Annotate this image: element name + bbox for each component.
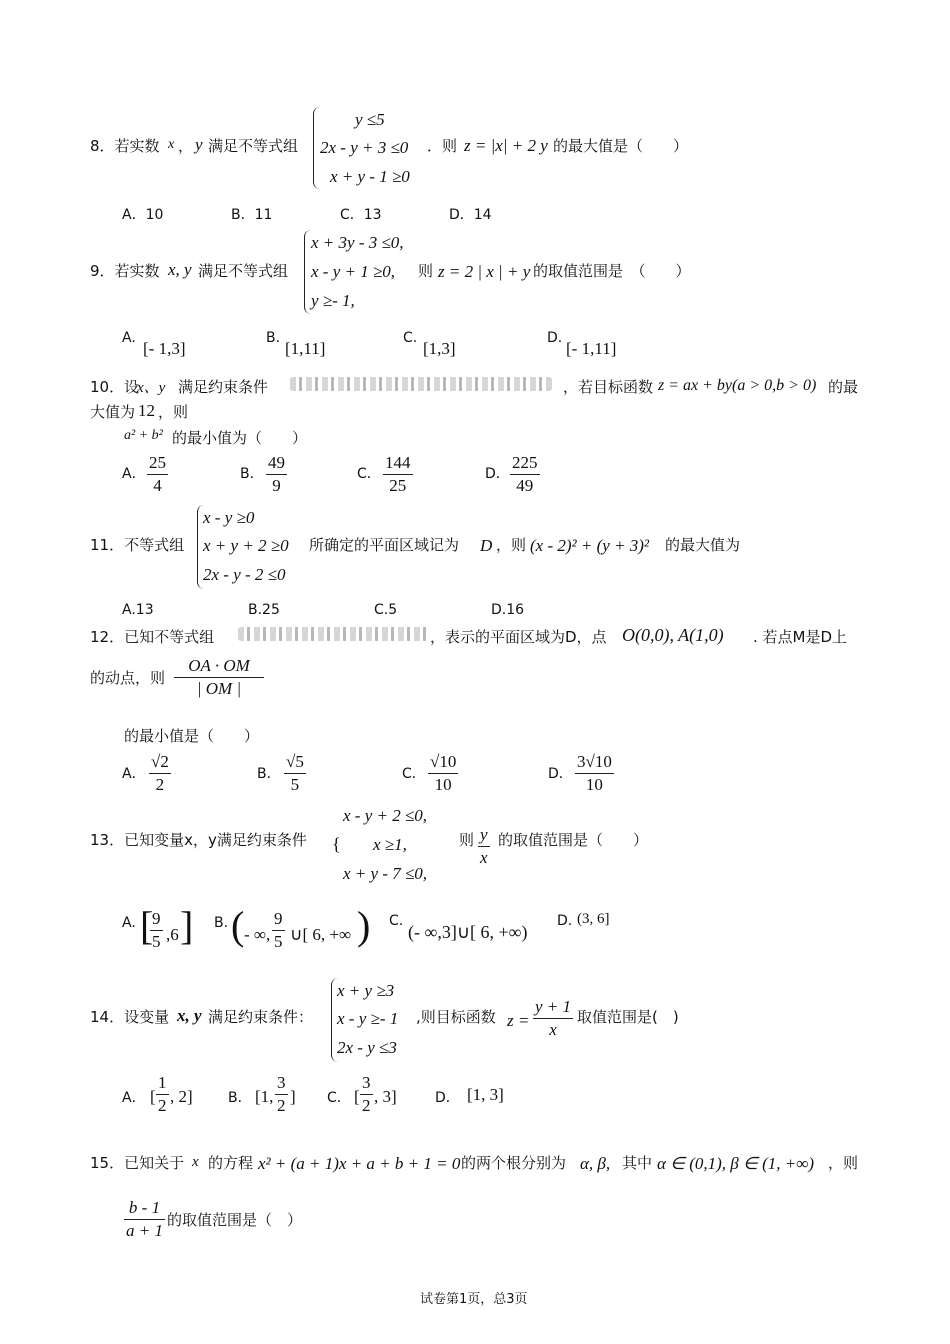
q14-option-c-fraction: 3 2: [362, 1073, 371, 1115]
q13-option-b-label: B.: [214, 915, 229, 931]
q13-option-c-value: (- ∞,3]∪[ 6, +∞): [408, 922, 528, 942]
q8-option-a: A．10: [122, 207, 164, 223]
q14-constraint-1: x + y ≥3: [337, 981, 395, 1000]
q14-vars: x, y: [177, 1006, 202, 1025]
q13-option-a-close: ]: [180, 903, 194, 948]
q10-line3-expr: a² + b²: [124, 428, 163, 443]
q14-suffix: 取值范围是( ): [577, 1008, 679, 1026]
q12-line2: 的动点，则: [90, 669, 166, 687]
q10-option-c-label: C．: [357, 466, 381, 482]
q13-option-b-tail: ∪[ 6, +∞: [290, 925, 352, 944]
q12-option-a-fraction: √2 2: [151, 752, 169, 794]
q13-brace: {: [332, 834, 341, 854]
q9-option-d-value: [- 1,11]: [566, 339, 617, 358]
q15-mid: 的方程: [208, 1154, 254, 1172]
page-footer: 试卷第1页，总3页: [420, 1292, 528, 1307]
q9-option-a-value: [- 1,3]: [143, 339, 186, 358]
q13-constraint-1: x - y + 2 ≤0,: [343, 806, 428, 825]
q9-option-c-label: C.: [403, 330, 418, 346]
q8-option-d: D．14: [449, 207, 492, 223]
q12-points: O(0,0), A(1,0): [622, 625, 724, 645]
q13-suffix: 的取值范围是（ ）: [498, 831, 649, 849]
q13-option-a-fraction: 9 5: [152, 909, 161, 951]
q9-option-c-value: [1,3]: [423, 339, 456, 358]
q13-option-a-tail: ,6: [166, 925, 179, 944]
q15-roots: α, β,: [580, 1154, 611, 1173]
q10-line3-text: 的最小值为（ ）: [172, 429, 308, 447]
q10-suffix: 的最: [828, 378, 859, 396]
q14-option-b-label: B．: [228, 1090, 252, 1106]
q11-option-d: D.16: [491, 602, 525, 618]
q13-option-b-open: (: [231, 903, 245, 948]
q8-option-b: B．11: [231, 207, 273, 223]
q8-var-x: x: [168, 137, 175, 152]
q10-line2-a: 大值为: [90, 403, 136, 421]
q9-option-d-label: D.: [547, 330, 563, 346]
q11-constraint-2: x + y + 2 ≥0: [203, 536, 289, 555]
q12-fraction: OA · OM | OM |: [174, 656, 264, 699]
q9-then: 则: [418, 262, 434, 280]
q10-option-a-label: A．: [122, 466, 146, 482]
q12-option-c-fraction: √10 10: [430, 752, 457, 794]
q12-after: ，表示的平面区域为D，点: [430, 628, 607, 646]
q15-equation: x² + (a + 1)x + a + b + 1 = 0: [258, 1154, 461, 1173]
q11-option-b: B.25: [248, 602, 280, 618]
q8-var-y: y: [195, 135, 203, 154]
q13-option-b-close: ): [357, 903, 371, 948]
q11-option-c: C.5: [374, 602, 398, 618]
q10-prefix: 10．设: [90, 378, 140, 396]
q10-option-b-label: B．: [240, 466, 264, 482]
q9-brace: [304, 230, 311, 314]
q9-expression: z = 2 | x | + y: [438, 262, 531, 281]
q15-condition: α ∈ (0,1), β ∈ (1, +∞): [657, 1154, 814, 1173]
q15-suffix: 的取值范围是（ ）: [167, 1211, 303, 1229]
q10-line2-b: ，则: [158, 403, 189, 421]
q8-sep: ，: [178, 137, 194, 155]
q14-option-b-close: ]: [290, 1087, 296, 1106]
q8-prefix: 8．若实数: [90, 137, 160, 155]
q11-option-a: A.13: [122, 602, 154, 618]
q13-constraint-3: x + y - 7 ≤0,: [343, 864, 428, 883]
q8-option-c: C．13: [340, 207, 382, 223]
q10-after: ，若目标函数: [563, 378, 654, 396]
q10-option-a-fraction: 25 4: [149, 453, 166, 495]
q9-option-b-label: B.: [266, 330, 281, 346]
q10-option-b-fraction: 49 9: [268, 453, 285, 495]
q14-option-c-label: C．: [327, 1090, 351, 1106]
q9-option-a-label: A.: [122, 330, 136, 346]
q14-option-a-open: [: [150, 1087, 156, 1106]
q8-constraint-1: y ≤5: [355, 110, 385, 129]
q11-expression: (x - 2)² + (y + 3)²: [530, 536, 650, 555]
q15-prefix: 15．已知关于: [90, 1154, 185, 1172]
q14-option-c-tail: , 3]: [374, 1087, 397, 1106]
q14-fraction: y + 1 x: [535, 997, 572, 1039]
q11-var-d: D: [480, 536, 493, 555]
q15-then: ，则: [828, 1154, 859, 1172]
q15-mid3: 其中: [622, 1154, 653, 1172]
q10-expression: z = ax + by(a > 0,b > 0): [658, 377, 817, 394]
q12-option-d-fraction: 3√10 10: [577, 752, 612, 794]
q8-constraint-3: x + y - 1 ≥0: [330, 167, 410, 186]
q14-constraint-3: 2x - y ≤3: [337, 1038, 397, 1057]
q15-fraction: b - 1 a + 1: [126, 1198, 163, 1240]
q14-prefix: 14．设变量: [90, 1008, 170, 1026]
q12-option-b-fraction: √5 5: [286, 752, 304, 794]
q12-option-c-label: C．: [402, 766, 426, 782]
q14-option-c-open: [: [354, 1087, 360, 1106]
q15-var-x: x: [192, 1154, 199, 1170]
q10-vars: x、y: [137, 380, 166, 396]
q10-option-d-fraction: 225 49: [512, 453, 538, 495]
q11-mid: 所确定的平面区域记为: [309, 536, 460, 554]
q9-mid: 满足不等式组: [198, 262, 289, 280]
q10-option-d-label: D．: [485, 466, 510, 482]
q14-after: ,则目标函数: [416, 1008, 496, 1026]
q12-prefix: 12．已知不等式组: [90, 628, 215, 646]
q11-constraint-1: x - y ≥0: [203, 508, 255, 527]
q12-suffix: . 若点M是D上: [753, 628, 848, 646]
q8-mid: 满足不等式组: [208, 137, 299, 155]
q14-option-b-open: [1,: [255, 1087, 274, 1106]
q9-constraint-2: x - y + 1 ≥0,: [311, 262, 396, 281]
q13-constraint-2: x ≥1,: [373, 835, 407, 854]
q12-option-d-label: D．: [548, 766, 573, 782]
q13-option-c-label: C.: [389, 913, 404, 929]
q11-suffix: 的最大值为: [665, 536, 741, 554]
q8-brace: [313, 107, 320, 189]
q13-prefix: 13．已知变量x，y满足约束条件: [90, 831, 307, 849]
q8-after: ．则: [427, 137, 458, 155]
q13-option-b-head: - ∞,: [244, 925, 271, 944]
q14-option-a-label: A．: [122, 1090, 146, 1106]
q12-option-b-label: B．: [257, 766, 281, 782]
q14-option-a-fraction: 1 2: [158, 1073, 167, 1115]
q14-constraint-2: x - y ≥- 1: [337, 1009, 399, 1028]
q10-option-c-fraction: 144 25: [385, 453, 411, 495]
q9-constraint-3: y ≥- 1,: [311, 291, 355, 310]
q14-option-d-value: [1, 3]: [467, 1085, 504, 1104]
q10-mid: 满足约束条件: [178, 378, 269, 396]
q10-line2-value: 12: [138, 401, 155, 420]
q9-option-b-value: [1,11]: [285, 339, 326, 358]
q15-mid2: 的两个根分别为: [461, 1154, 567, 1172]
q10-constraint-image: [290, 377, 552, 391]
q14-mid: 满足约束条件：: [208, 1008, 314, 1026]
q14-option-d-label: D．: [435, 1090, 460, 1106]
q13-fraction: y x: [480, 825, 488, 867]
q13-option-d-value: (3, 6]: [577, 911, 610, 927]
q9-suffix: 的取值范围是 （ ）: [533, 262, 691, 280]
q14-z: z =: [507, 1011, 530, 1030]
q13-option-a-label: A.: [122, 915, 136, 931]
q13-option-d-label: D.: [557, 913, 573, 929]
q12-line3: 的最小值是（ ）: [124, 727, 260, 745]
q9-vars: x, y: [168, 260, 192, 279]
q11-then: ，则: [496, 536, 527, 554]
q8-suffix: 的最大值是（ ）: [553, 137, 689, 155]
q9-constraint-1: x + 3y - 3 ≤0,: [311, 233, 404, 252]
q13-then: 则: [459, 831, 475, 849]
q14-option-b-fraction: 3 2: [277, 1073, 286, 1115]
q8-expression: z = |x| + 2 y: [464, 136, 548, 155]
q12-constraint-image: [238, 627, 428, 641]
q12-option-a-label: A．: [122, 766, 146, 782]
q13-option-a-bracket: [: [140, 903, 154, 948]
q14-option-a-tail: , 2]: [170, 1087, 193, 1106]
q9-prefix: 9．若实数: [90, 262, 160, 280]
q8-constraint-2: 2x - y + 3 ≤0: [320, 138, 409, 157]
q11-constraint-3: 2x - y - 2 ≤0: [203, 565, 286, 584]
q11-prefix: 11．不等式组: [90, 536, 185, 554]
q13-option-b-fraction: 9 5: [274, 909, 283, 951]
